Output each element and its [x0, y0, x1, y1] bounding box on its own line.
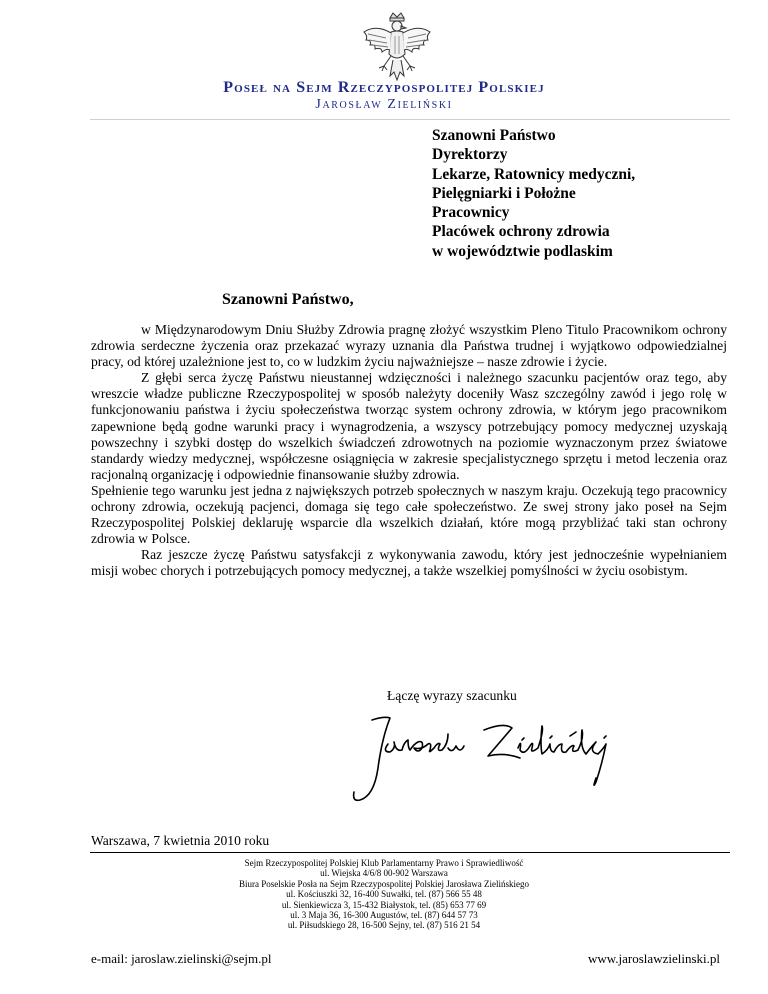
letter-body [91, 322, 727, 580]
salutation: Szanowni Państwo, [222, 291, 354, 308]
addressee-line: Dyrektorzy [432, 146, 508, 164]
footer-line: Sejm Rzeczypospolitej Polskiej Klub Parlamentarny Prawo i Sprawiedliwość [244, 858, 524, 868]
closing-phrase: Łączę wyrazy szacunku [387, 688, 517, 703]
footer-line: ul. Wiejska 4/6/8 00-902 Warszawa [320, 868, 448, 879]
website-link[interactable]: www.jaroslawzielinski.pl [587, 951, 720, 966]
body-paragraph: w Międzynarodowym Dniu Służby Zdrowia pragnę złożyć wszystkim Pleno Titulo Pracownikom ochrony zdrowia serdeczne życzenia oraz przekazać wyrazy uznania dla Państwa trudnej i wyjątkowo odpowiedzialnej pracy, od której uzależnione jest to, co w ludzkim życiu najważniejsze – nasze zdrowie i życie. [91, 322, 727, 370]
addressee-line: w województwie podlaskim [432, 242, 613, 260]
footer-line: ul. Piłsudskiego 28, 16-500 Sejny, tel. (87) 516 21 54 [287, 920, 481, 931]
email-link[interactable]: e-mail: jaroslaw.zielinski@sejm.pl [91, 951, 272, 966]
addressee-block [432, 126, 635, 261]
white-eagle-emblem-icon [360, 10, 434, 86]
bottom-divider [90, 852, 730, 853]
handwritten-signature [344, 708, 632, 806]
letterhead-name: Jarosław Zieliński [315, 97, 453, 112]
body-paragraph: Raz jeszcze życzę Państwu satysfakcji z wykonywania zawodu, który jest jednocześnie wypełnianiem misji wobec chorych i potrzebujących pomocy medycznej, a także wszelkiej pomyślności w życiu osobistym. [91, 547, 727, 579]
letterhead-title: Poseł na Sejm Rzeczypospolitej Polskiej [223, 79, 545, 96]
top-divider [90, 119, 730, 120]
addressee-line: Pielęgniarki i Położne [432, 184, 576, 202]
footer-line: ul. Kościuszki 32, 16-400 Suwałki, tel. (87) 566 55 48 [286, 889, 482, 900]
addressee-line: Pracownicy [432, 204, 510, 222]
footer-line: ul. 3 Maja 36, 16-300 Augustów, tel. (87) 644 57 73 [290, 910, 478, 921]
place-and-date: Warszawa, 7 kwietnia 2010 roku [91, 833, 270, 848]
footer-address-block [0, 858, 768, 931]
body-paragraph: Spełnienie tego warunku jest jedna z największych potrzeb społecznych w naszym kraju. Oczekują tego pracownicy ochrony zdrowia, oczekują pacjenci, domaga się tego całe społeczeństwo. Ze swej strony jako poseł na Sejm Rzeczypospolitej Polskiej deklaruję wsparcie dla wszelkich działań, które mogą przybliżać taki stan ochrony zdrowia w Polsce. [91, 482, 727, 547]
addressee-line: Szanowni Państwo [432, 127, 556, 144]
footer-line: Biura Poselskie Posła na Sejm Rzeczypospolitej Polskiej Jarosława Zielińskiego [239, 878, 529, 889]
footer-line: ul. Sienkiewicza 3, 15-432 Białystok, tel. (85) 653 77 69 [281, 899, 487, 910]
addressee-line: Lekarze, Ratownicy medyczni, [432, 165, 636, 183]
addressee-line: Placówek ochrony zdrowia [432, 223, 610, 241]
body-paragraph: Z głębi serca życzę Państwu nieustannej wdzięczności i należnego szacunku pacjentów oraz tego, aby wreszcie władze publiczne Rzeczypospolitej w sposób należyty doceniły Wasz szczególny zawód i jego rolę w funkcjonowaniu państwa i życiu społeczeństwa tworząc system ochrony zdrowia, w którym jego pracownikom zapewnione będą godne warunki pracy i wynagrodzenia, a wszyscy potrzebujący pomocy medycznej uzyskają powszechny i szybki dostęp do wszelkich świadczeń zdrowotnych na poziomie wyznaczonym przez światowe standardy wiedzy medycznej, współczesne osiągnięcia w zakresie specjalistycznego sprzętu i metod leczenia oraz racjonalną organizację i odpowiednie finansowanie służby zdrowia. [91, 370, 727, 482]
